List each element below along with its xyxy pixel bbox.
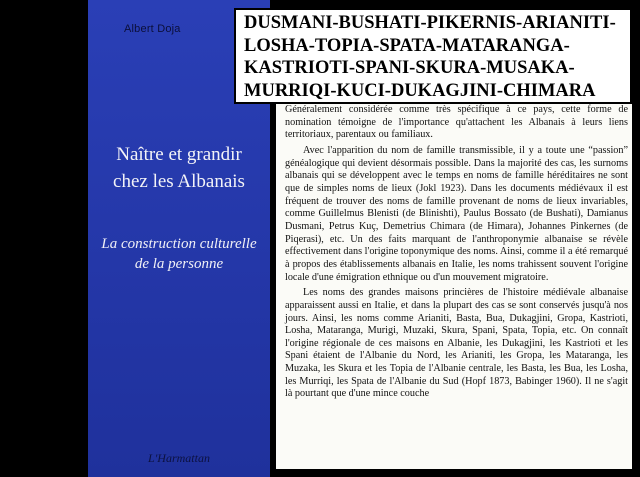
banner-line: KASTRIOTI-SPANI-SKURA-MUSAKA- [244, 58, 575, 78]
banner-line: MURRIQI-KUCI-DUKAGJINI-CHIMARA [244, 80, 596, 101]
book-page-excerpt [276, 104, 632, 469]
cover-author: Albert Doja [124, 23, 181, 35]
page-paragraph: Généralement considérée comme très spécifique à ce pays, cette forme de nomination témoigne de l'importance qu'attachent les Albanais à leurs liens territoriaux, parentaux ou familiaux. [285, 104, 628, 141]
cover-subtitle-line-1: La construction culturelle [101, 236, 257, 252]
family-names-banner [234, 8, 632, 104]
banner-line: DUSMANI-BUSHATI-PIKERNIS-ARIANITI- [244, 13, 616, 33]
cover-title-line-2: chez les Albanais [113, 171, 245, 192]
page-paragraph: Avec l'apparition du nom de famille transmissible, il y a toute une “passion” généalogique qui devient désormais possible. Dans la majorité des cas, les surnoms albanais qui se développent avec le temps en noms de famille héréditaires ne sont que de simples noms de lieux (Jokl 1923). Dans les documents médiévaux il est fréquent de trouver des noms de famille provenant de noms de lieux invariables, comme Guillelmus Blenisti (de Blinishti), Paulus Bossato (de Bushati), Damianus Dusmani, Petrus Kuç, Demetrius Chimara (de Himara), Johannes Pinkernes (de Piqerasi), etc. Un des faits marquant de l'anthroponymie albanaise se révèle effectivement dans l'origine toponymique des noms. Ainsi, comme il a été remarqué à propos des établissements albanais en Italie, les noms trahissent souvent l'origine locale d'une émigration ethnique ou d'un mouvement migratoire. [285, 144, 628, 283]
cover-subtitle [88, 234, 270, 274]
cover-title-line-1: Naître et grandir [116, 144, 242, 165]
cover-title [88, 141, 270, 195]
cover-subtitle-line-2: de la personne [134, 256, 224, 272]
cover-publisher: L'Harmattan [148, 451, 210, 465]
page-paragraph: Les noms des grandes maisons princières de l'histoire médiévale albanaise apparaissent aussi en Italie, et dans la plupart des cas se sont conservés jusqu'à nos jours. Ainsi, les noms comme Arianiti, Basta, Bua, Dukagjini, Gropa, Kastrioti, Losha, Mataranga, Murigi, Muzaki, Skura, Spani, Spata, Topia, etc. On connaît l'origine régionale de ces maisons en Albanie, les Dukagjini, les Kastrioti et les Spani étaient de l'Albanie du Nord, les Arianiti, les Gropa, les Mataranga, les Muzaka, les Skura et les Topia de l'Albanie centrale, les Basta, les Bua, les Losha, les Murriqi, les Spata de l'Albanie du Sud (Hopf 1873, Babinger 1960). Il ne s'agit là pourtant que d'une mince couche [285, 287, 628, 400]
banner-line: LOSHA-TOPIA-SPATA-MATARANGA- [244, 35, 570, 56]
